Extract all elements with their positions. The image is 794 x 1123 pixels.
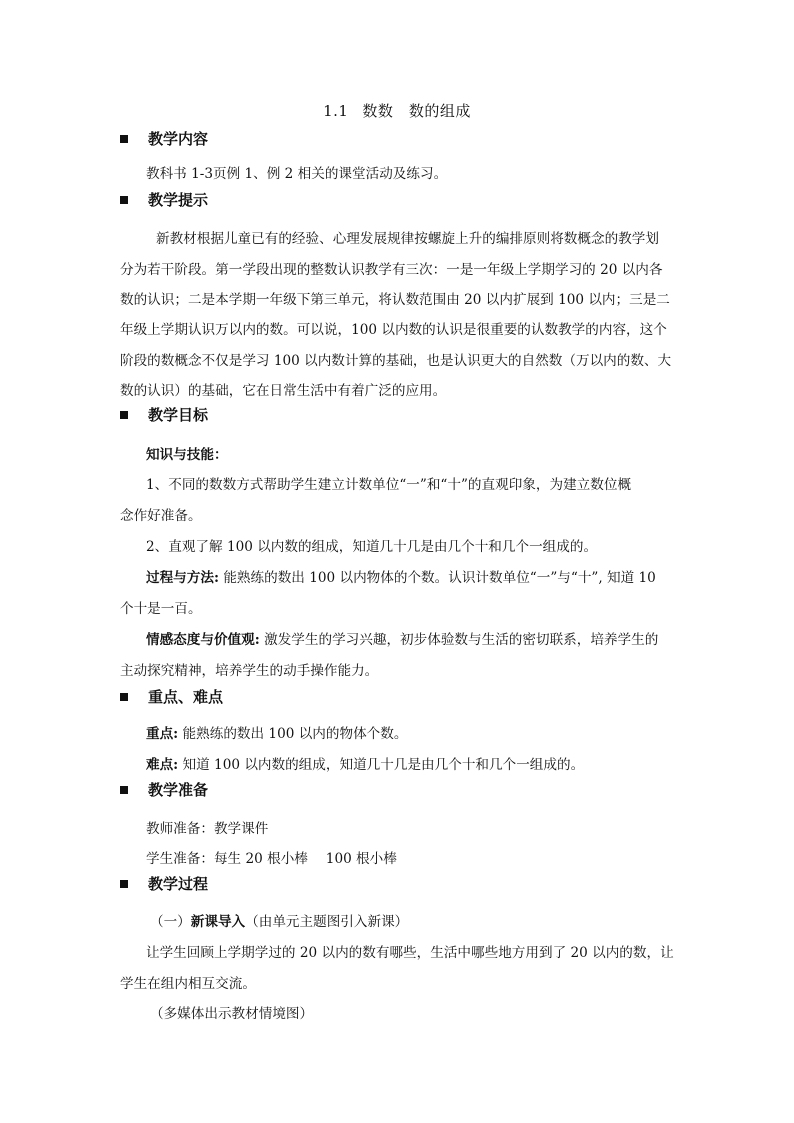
square-bullet-icon bbox=[120, 693, 128, 701]
heading-text: 教学准备 bbox=[148, 781, 209, 799]
key-label: 重点: bbox=[146, 726, 179, 742]
process-text: 能熟练的数出 100 以内物体的个数。认识计数单位“一”与“十”, 知道 10 bbox=[219, 570, 656, 586]
goal-line: 念作好准备。 bbox=[120, 508, 202, 524]
section-heading-hints bbox=[120, 189, 208, 210]
square-bullet-icon bbox=[120, 135, 128, 143]
process-goal-line bbox=[146, 566, 656, 586]
heading-text: 教学过程 bbox=[148, 875, 209, 893]
hints-line: 阶段的数概念不仅是学习 100 以内数计算的基础，也是认识更大的自然数（万以内的数、大 bbox=[120, 353, 672, 369]
square-bullet-icon bbox=[120, 880, 128, 888]
goal-line: 1、不同的数数方式帮助学生建立计数单位“一”和“十”的直观印象，为建立数位概 bbox=[146, 477, 632, 493]
step-prefix: （一） bbox=[150, 914, 191, 930]
section-number: 1.1 bbox=[323, 102, 349, 120]
heading-text: 教学提示 bbox=[148, 191, 209, 209]
title-text: 数数 数的组成 bbox=[362, 102, 471, 120]
emotion-goal-line: 主动探究精神，培养学生的动手操作能力。 bbox=[120, 663, 379, 679]
section-heading-keypoints bbox=[120, 686, 223, 707]
hints-line: 数的认识；二是本学期一年级下第三单元，将认数范围由 20 以内扩展到 100 以内；三是二 bbox=[120, 292, 670, 308]
heading-text: 教学内容 bbox=[148, 130, 209, 148]
hints-line: 数的认识）的基础，它在日常生活中有着广泛的应用。 bbox=[120, 383, 447, 399]
square-bullet-icon bbox=[120, 411, 128, 419]
section-heading-prep bbox=[120, 779, 208, 800]
key-point-line bbox=[146, 722, 407, 742]
emotion-text: 激发学生的学习兴趣，初步体验数与生活的密切联系，培养学生的 bbox=[259, 632, 659, 648]
teacher-prep: 教师准备：教学课件 bbox=[146, 821, 269, 837]
student-prep: 学生准备：每生 20 根小棒 100 根小棒 bbox=[146, 851, 397, 867]
step-note: （由单元主题图引入新课） bbox=[245, 914, 409, 930]
knowledge-label: 知识与技能： bbox=[146, 447, 228, 463]
emotion-goal-line bbox=[146, 628, 658, 648]
step-line: 让学生回顾上学期学过的 20 以内的数有哪些，生活中哪些地方用到了 20 以内的数，让 bbox=[146, 945, 674, 961]
page-title bbox=[0, 100, 794, 121]
process-label: 过程与方法: bbox=[146, 570, 219, 586]
section-heading-process bbox=[120, 873, 208, 894]
emotion-label: 情感态度与价值观: bbox=[146, 632, 260, 648]
step-line: 学生在组内相互交流。 bbox=[120, 976, 256, 992]
hints-line: 分为若干阶段。第一学段出现的整数认识教学有三次：一是一年级上学期学习的 20 以内各 bbox=[120, 262, 663, 278]
section-heading-goals bbox=[120, 404, 208, 425]
difficulty-label: 难点: bbox=[146, 757, 179, 773]
content-text: 教科书 1-3页例 1、例 2 相关的课堂活动及练习。 bbox=[146, 166, 448, 182]
difficulty-text: 知道 100 以内数的组成，知道几十几是由几个十和几个一组成的。 bbox=[178, 757, 585, 773]
step-label: 新课导入 bbox=[190, 914, 246, 930]
goal-line: 2、直观了解 100 以内数的组成，知道几十几是由几个十和几个一组成的。 bbox=[146, 539, 598, 555]
heading-text: 教学目标 bbox=[148, 406, 209, 424]
hints-line: 年级上学期认识万以内的数。可以说，100 以内数的认识是很重要的认数教学的内容，这个 bbox=[120, 322, 667, 338]
hints-line: 新教材根据儿童已有的经验、心理发展规律按螺旋上升的编排原则将数概念的教学划 bbox=[156, 231, 659, 247]
heading-text: 重点、难点 bbox=[148, 688, 224, 706]
section-heading-content bbox=[120, 128, 208, 149]
square-bullet-icon bbox=[120, 196, 128, 204]
square-bullet-icon bbox=[120, 786, 128, 794]
difficulty-line bbox=[146, 753, 584, 773]
process-goal-line: 个十是一百。 bbox=[120, 601, 202, 617]
step-heading bbox=[150, 910, 408, 930]
step-media-note: （多媒体出示教材情境图） bbox=[150, 1006, 314, 1022]
key-text: 能熟练的数出 100 以内的物体个数。 bbox=[178, 726, 408, 742]
